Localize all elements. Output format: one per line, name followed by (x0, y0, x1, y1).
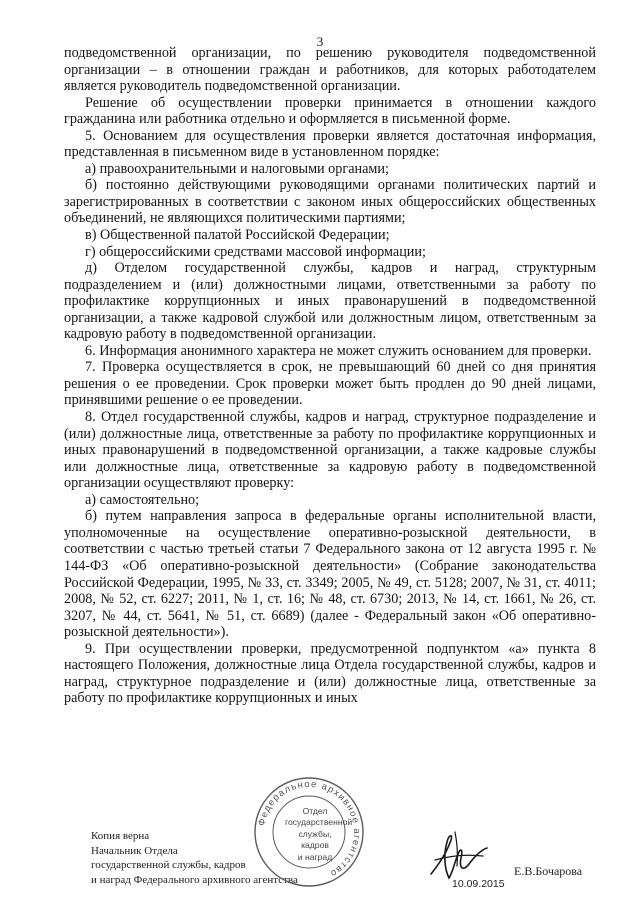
cert-line-head-of-department: Начальник Отдела (91, 844, 178, 857)
paragraph: 5. Основанием для осуществления проверки является достаточная информация, представленная в письменном виде в установленном порядке: (64, 127, 596, 161)
paragraph: б) путем направления запроса в федеральные органы исполнительной власти, уполномоченные на осуществление оперативно-розыскной деятельности, в соответствии с частью третьей статьи 7 Федерального закона от 12 августа 1995 г. № 144-ФЗ «Об оперативно-розыскной деятельности» (Собрание законодательства Российской Федерации, 1995, № 33, ст. 3349; 2005, № 49, ст. 5128; 2007, № 31, ст. 4011; 2008, № 52, ст. 6227; 2011, № 1, ст. 16; № 48, ст. 6730; 2013, № 14, ст. 1661, № 26, ст. 3207, № 44, ст. 5641, № 51, ст. 6689) (далее - Федеральный закон «Об оперативно-розыскной деятельности»). (64, 508, 596, 641)
paragraph: а) правоохранительными и налоговыми органами; (85, 160, 389, 177)
paragraph: в) Общественной палатой Российской Федерации; (85, 227, 390, 244)
cert-line-department: государственной службы, кадров (91, 859, 246, 872)
paragraph: 6. Информация анонимного характера не может служить основанием для проверки. (85, 342, 592, 359)
paragraph: а) самостоятельно; (85, 491, 200, 508)
stamp-line: государственной (285, 817, 353, 828)
document-body (64, 45, 596, 707)
paragraph: 9. При осуществлении проверки, предусмотренной подпунктом «а» пункта 8 настоящего Положения, должностные лица Отдела государственной службы, кадров и наград, структурное подразделение и (или) должностные лица, ответственные за работу по профилактике коррупционных и иных (64, 640, 596, 707)
stamp-inner-text (285, 806, 353, 863)
paragraph: 8. Отдел государственной службы, кадров и наград, структурное подразделение и (или) должностные лица, ответственные за работу по профилактике коррупционных и иных правонарушений в подведомственной организации, а также кадровые службы или должностные лица, ответственные за кадровую работу в подведомственной организации осуществляют проверку: (64, 409, 596, 492)
handwritten-signature (425, 826, 497, 886)
page-number: 3 (316, 34, 324, 49)
stamp-line: службы, кадров (298, 828, 332, 851)
paragraph: д) Отделом государственной службы, кадров и наград, структурным подразделением и (или) должностными лицами, ответственными за работу по профилактике коррупционных и иных правонарушений в подведомственной организации, а также кадровой службой или должностным лицом, ответственным за кадровую работу в подведомственной организации. (64, 260, 596, 343)
signature-date: 10.09.2015 (452, 878, 505, 890)
paragraph: Решение об осуществлении проверки принимается в отношении каждого гражданина или работника отдельно и оформляется в письменной форме. (64, 94, 596, 128)
paragraph: б) постоянно действующими руководящими органами политических партий и зарегистрированных в соответствии с законом иных общероссийских общественных объединений, не являющихся политическими партиями; (64, 177, 596, 227)
signatory-name: Е.В.Бочарова (514, 864, 583, 878)
cert-line-agency: и наград Федерального архивного агентства (91, 873, 298, 886)
stamp-line: и наград (297, 851, 333, 862)
paragraph: подведомственной организации, по решению руководителя подведомственной организации – в отношении граждан и работников, для которых работодателем является руководитель подведомственной организации. (64, 45, 596, 95)
paragraph: 7. Проверка осуществляется в срок, не превышающий 60 дней со дня принятия решения о ее проведении. Срок проверки может быть продлен до 90 дней лицами, принявшими решение о ее проведении. (64, 359, 596, 409)
stamp-ring-text: Федеральное архивное агентство (256, 778, 363, 880)
cert-line-copy-true: Копия верна (91, 830, 150, 842)
paragraph: г) общероссийскими средствами массовой информации; (85, 243, 426, 260)
stamp-line: Отдел (302, 806, 328, 816)
